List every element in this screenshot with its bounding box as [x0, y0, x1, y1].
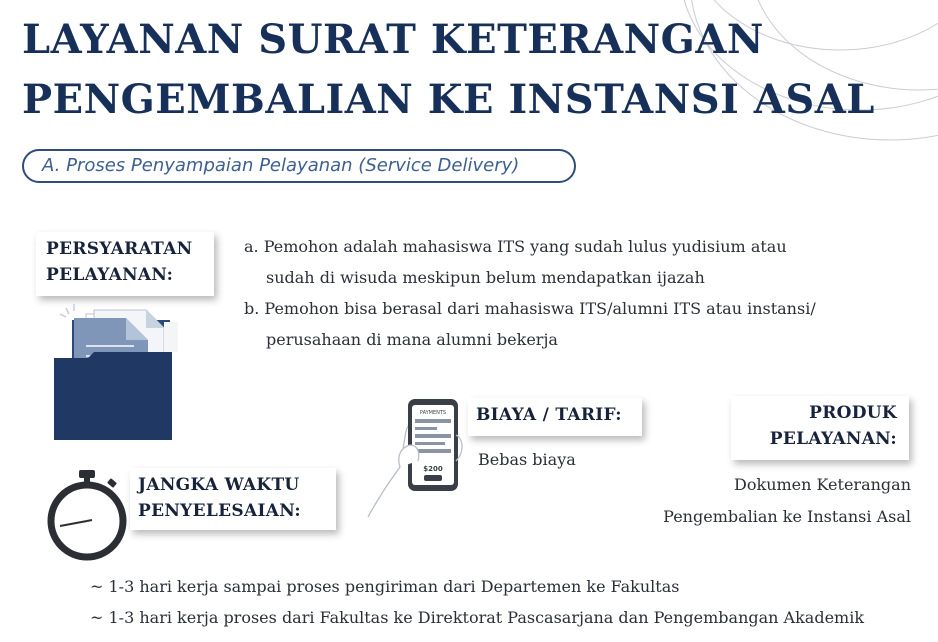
page-title-line2: PENGEMBALIAN KE INSTANSI ASAL: [22, 76, 875, 123]
persyaratan-heading-line1: PERSYARATAN: [46, 239, 193, 259]
persyaratan-heading-line2: PELAYANAN:: [46, 265, 174, 285]
persyaratan-heading: [36, 232, 214, 296]
jangka-step-1: ~ 1-3 hari kerja sampai proses pengiriman dari Departemen ke Fakultas: [90, 577, 680, 596]
phone-header: PAYMENTS: [419, 410, 447, 416]
requirement-a-line2: sudah di wisuda meskipun belum mendapatkan ijazah: [266, 268, 705, 287]
produk-heading: [731, 396, 909, 460]
biaya-heading: [468, 398, 642, 436]
folder-document-icon: [52, 300, 187, 442]
jangka-step-2: ~ 1-3 hari kerja proses dari Fakultas ke Direktorat Pascasarjana dan Pengembangan Akademik: [90, 608, 865, 627]
page-title-line1: LAYANAN SURAT KETERANGAN: [22, 16, 764, 63]
phone-payment-icon: [360, 395, 468, 520]
requirement-b-line2: perusahaan di mana alumni bekerja: [266, 330, 558, 349]
jangka-heading-line1: JANGKA WAKTU: [138, 475, 300, 495]
phone-amount: $200: [423, 465, 443, 473]
produk-value-line2: Pengembalian ke Instansi Asal: [663, 507, 911, 526]
requirement-b-line1: b. Pemohon bisa berasal dari mahasiswa ITS/alumni ITS atau instansi/: [244, 299, 816, 318]
jangka-heading: [130, 468, 336, 530]
jangka-heading-line2: PENYELESAIAN:: [138, 501, 302, 521]
stopwatch-icon: [42, 468, 132, 562]
biaya-heading-text: BIAYA / TARIF:: [476, 405, 622, 425]
section-label: A. Proses Penyampaian Pelayanan (Service Delivery): [22, 149, 576, 183]
produk-heading-line2: PELAYANAN:: [769, 429, 897, 449]
biaya-value: Bebas biaya: [478, 450, 576, 469]
produk-value-line1: Dokumen Keterangan: [734, 475, 911, 494]
produk-heading-line1: PRODUK: [809, 403, 897, 423]
requirement-a-line1: a. Pemohon adalah mahasiswa ITS yang sudah lulus yudisium atau: [244, 237, 787, 256]
